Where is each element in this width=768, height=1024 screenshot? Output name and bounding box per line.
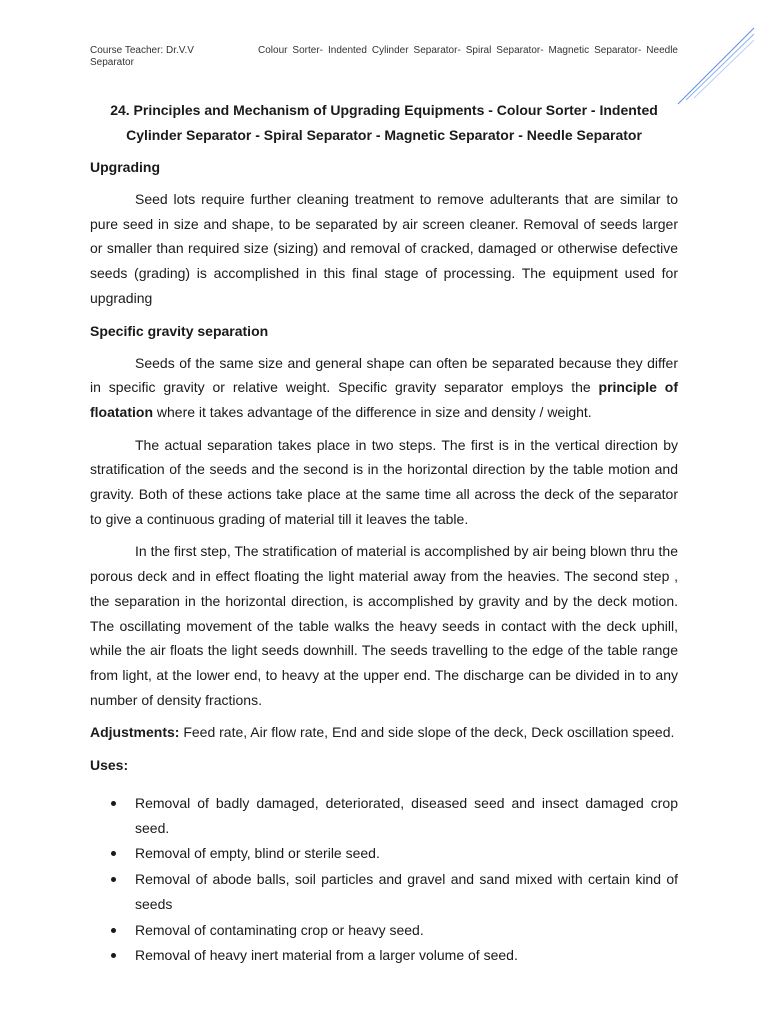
header-topics: Colour Sorter- Indented Cylinder Separator- Spiral Separator- Magnetic Separator- Needle (258, 45, 678, 56)
adjustments-label: Adjustments: (90, 724, 180, 741)
header-course-teacher: Course Teacher: Dr.V.V (90, 45, 194, 56)
title-line-2: Cylinder Separator - Spiral Separator - Magnetic Separator - Needle Separator (126, 126, 642, 143)
list-item (90, 918, 678, 943)
title-line-1: 24. Principles and Mechanism of Upgrading Equipments - Colour Sorter - Indented (110, 102, 658, 118)
paragraph-text: where it takes advantage of the difference in size and density / weight. (153, 403, 592, 420)
paragraph-specific-gravity-2: The actual separation takes place in two steps. The first is in the vertical direction by stratification of the seeds and the second is in the horizontal direction by the table motion and gravity. Both of these actions take place at the same time all across the deck of the separator to give a continuous grading of material till it leaves the table. (90, 436, 678, 527)
document-body (90, 98, 678, 969)
list-item-text: Removal of abode balls, soil particles and gravel and sand mixed with certain kind of seeds (135, 871, 678, 912)
list-item-text: Removal of badly damaged, deteriorated, diseased seed and insect damaged crop seed. (135, 795, 678, 836)
bullet-icon (111, 877, 116, 882)
list-item (90, 791, 678, 840)
uses-list (90, 791, 678, 968)
paragraph-upgrading: Seed lots require further cleaning treatment to remove adulterants that are similar to pure seed in size and shape, to be separated by air screen cleaner. Removal of seeds larger or smaller than required size (sizing) and removal of cracked, damaged or otherwise defective seeds (grading) is accomplished in this final stage of processing. The equipment used for upgrading (90, 191, 678, 306)
list-item (90, 841, 678, 866)
section-heading-upgrading: Upgrading (90, 159, 160, 175)
list-item-text: Removal of contaminating crop or heavy seed. (135, 921, 424, 938)
list-item (90, 943, 678, 968)
section-heading-uses: Uses: (90, 757, 129, 774)
list-item-text: Removal of empty, blind or sterile seed. (135, 845, 380, 862)
header-topics-continued: Separator (90, 57, 134, 68)
adjustments-text: Feed rate, Air flow rate, End and side slope of the deck, Deck oscillation speed. (179, 724, 675, 741)
list-item (90, 867, 678, 916)
decorative-line (678, 28, 754, 104)
paragraph-specific-gravity-3: In the first step, The stratification of material is accomplished by air being blown thru the porous deck and in effect floating the light material away from the heavies. The second step , the separation in the horizontal direction, is accomplished by gravity and by the deck motion. The oscillating movement of the table walks the heavy seeds in contact with the deck uphill, while the air floats the light seeds downhill. The seeds travelling to the edge of the table range from light, at the lower end, to heavy at the upper end. The discharge can be divided in to any number of density fractions. (90, 543, 678, 708)
paragraph-text: Seeds of the same size and general shape can often be separated because they differ in specific gravity or relative weight. Specific gravity separator employs the (90, 354, 678, 396)
principle-of-floatation: principle of floatation (90, 379, 678, 420)
paragraph-specific-gravity-1 (90, 351, 678, 425)
decorative-line (694, 40, 754, 98)
adjustments-line (90, 720, 678, 745)
list-item-text: Removal of heavy inert material from a larger volume of seed. (135, 947, 518, 964)
decorative-line (686, 34, 754, 100)
document-title (90, 98, 678, 147)
bullet-icon (111, 928, 116, 933)
bullet-icon (111, 851, 116, 856)
bullet-icon (111, 953, 116, 958)
bullet-icon (111, 801, 116, 806)
section-heading-specific-gravity: Specific gravity separation (90, 322, 269, 339)
decorative-corner-lines (676, 26, 756, 106)
